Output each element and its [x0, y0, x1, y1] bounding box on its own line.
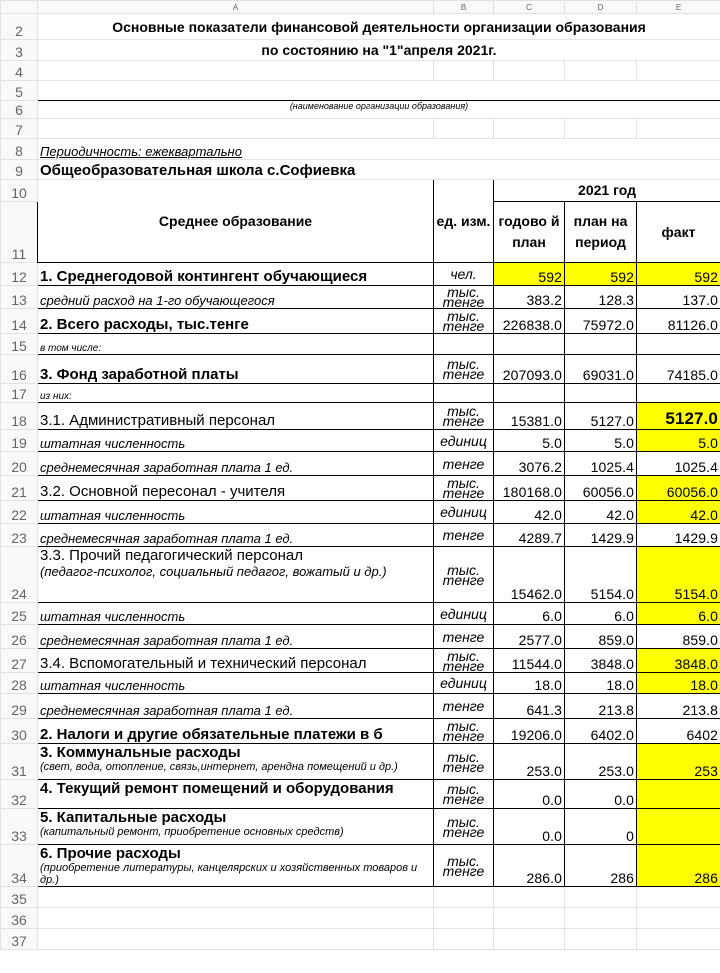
unit-cell[interactable]: тыс. тенге	[434, 309, 494, 334]
annual-plan-cell[interactable]	[494, 384, 565, 403]
annual-plan-cell[interactable]: 15381.0	[494, 403, 565, 430]
column-header-d[interactable]: D	[565, 1, 637, 14]
cell[interactable]	[637, 61, 720, 81]
unit-cell[interactable]: тыс. тенге	[434, 286, 494, 309]
row-header[interactable]: 10	[1, 180, 38, 202]
column-header-b[interactable]: B	[434, 1, 494, 14]
row-header[interactable]: 21	[1, 476, 38, 501]
column-header-e[interactable]: E	[637, 1, 720, 14]
fact-cell[interactable]: 1429.9	[637, 524, 720, 547]
unit-cell[interactable]: тенге	[434, 524, 494, 547]
label-cell[interactable]: среднемесячная заработная плата 1 ед.	[38, 452, 434, 476]
fact-cell[interactable]	[637, 780, 720, 809]
fact-cell[interactable]: 286	[637, 845, 720, 887]
row-header[interactable]: 30	[1, 719, 38, 744]
unit-cell[interactable]: тыс. тенге	[434, 547, 494, 603]
cell[interactable]	[38, 119, 434, 139]
period-plan-cell[interactable]	[565, 334, 637, 355]
row-header[interactable]: 20	[1, 452, 38, 476]
label-cell[interactable]: штатная численность	[38, 430, 434, 452]
cell[interactable]	[494, 908, 565, 929]
annual-plan-cell[interactable]: 11544.0	[494, 649, 565, 673]
cell[interactable]	[494, 61, 565, 81]
unit-cell[interactable]: тыс. тенге	[434, 809, 494, 845]
label-note: (свет, вода, отопление, связь,интернет, арендна помещений и др.)	[40, 761, 398, 773]
fact-cell[interactable]: 253	[637, 744, 720, 780]
cell[interactable]	[637, 119, 720, 139]
unit-cell[interactable]: чел.	[434, 263, 494, 286]
row-header[interactable]: 3	[1, 40, 38, 61]
unit-cell[interactable]: тыс. тенге	[434, 476, 494, 501]
period-plan-cell[interactable]: 0.0	[565, 780, 637, 809]
period-plan-cell[interactable]: 859.0	[565, 625, 637, 649]
cell[interactable]	[494, 887, 565, 908]
fact-cell[interactable]: 18.0	[637, 673, 720, 694]
unit-cell[interactable]: единиц	[434, 603, 494, 625]
label-note: (капитальный ремонт, приобретение основных средств)	[40, 826, 344, 838]
unit-cell[interactable]: единиц	[434, 430, 494, 452]
label-cell[interactable]	[38, 547, 434, 603]
period-plan-cell[interactable]: 128.3	[565, 286, 637, 309]
cell[interactable]	[494, 929, 565, 950]
org-name-input-cell[interactable]	[38, 81, 720, 101]
annual-plan-cell[interactable]: 253.0	[494, 744, 565, 780]
annual-plan-cell[interactable]: 4289.7	[494, 524, 565, 547]
cell[interactable]	[637, 887, 720, 908]
label-text: 4. Текущий ремонт помещений и оборудования	[40, 780, 394, 797]
fact-cell[interactable]: 5127.0	[637, 403, 720, 430]
annual-plan-cell[interactable]: 286.0	[494, 845, 565, 887]
fact-cell[interactable]: 74185.0	[637, 355, 720, 384]
fact-cell[interactable]: 60056.0	[637, 476, 720, 501]
annual-plan-cell[interactable]: 3076.2	[494, 452, 565, 476]
row-header[interactable]: 19	[1, 430, 38, 452]
annual-plan-cell[interactable]: 207093.0	[494, 355, 565, 384]
period-plan-cell[interactable]: 18.0	[565, 673, 637, 694]
cell[interactable]	[565, 119, 637, 139]
label-cell[interactable]	[38, 780, 434, 809]
label-cell[interactable]: среднемесячная заработная плата 1 ед.	[38, 694, 434, 719]
fact-cell[interactable]: 137.0	[637, 286, 720, 309]
row-header[interactable]: 17	[1, 384, 38, 403]
row-header[interactable]: 23	[1, 524, 38, 547]
row-header[interactable]: 12	[1, 263, 38, 286]
column-header-a[interactable]: A	[38, 1, 434, 14]
cell[interactable]	[565, 61, 637, 81]
label-cell[interactable]	[38, 744, 434, 780]
fact-cell[interactable]: 1025.4	[637, 452, 720, 476]
row-header[interactable]: 31	[1, 744, 38, 780]
row-header[interactable]: 13	[1, 286, 38, 309]
period-plan-cell[interactable]: 253.0	[565, 744, 637, 780]
unit-cell[interactable]: тенге	[434, 452, 494, 476]
row-header[interactable]: 9	[1, 160, 38, 180]
label-cell[interactable]: штатная численность	[38, 673, 434, 694]
org-name-caption[interactable]: (наименование организации образования)	[38, 101, 720, 119]
label-cell[interactable]: в том числе:	[38, 334, 434, 355]
fact-cell[interactable]: 213.8	[637, 694, 720, 719]
unit-cell[interactable]: тыс. тенге	[434, 780, 494, 809]
label-text: 3. Коммунальные расходы	[40, 744, 241, 761]
fact-cell[interactable]: 3848.0	[637, 649, 720, 673]
unit-cell[interactable]	[434, 334, 494, 355]
row-header[interactable]: 4	[1, 61, 38, 81]
unit-cell[interactable]: единиц	[434, 673, 494, 694]
unit-cell[interactable]: тыс. тенге	[434, 845, 494, 887]
annual-plan-cell[interactable]: 0.0	[494, 809, 565, 845]
fact-cell[interactable]: 592	[637, 263, 720, 286]
fact-cell[interactable]: 5.0	[637, 430, 720, 452]
cell[interactable]	[434, 929, 494, 950]
period-plan-cell[interactable]: 6402.0	[565, 719, 637, 744]
unit-cell[interactable]: тыс. тенге	[434, 744, 494, 780]
row-header[interactable]: 22	[1, 501, 38, 524]
label-cell[interactable]: штатная численность	[38, 603, 434, 625]
period-plan-cell[interactable]: 5154.0	[565, 547, 637, 603]
label-text: 3.3. Прочий педагогический персонал	[40, 547, 303, 564]
period-plan-cell[interactable]: 42.0	[565, 501, 637, 524]
cell[interactable]	[38, 908, 434, 929]
row-header[interactable]: 7	[1, 119, 38, 139]
period-plan-cell[interactable]: 5.0	[565, 430, 637, 452]
row-header[interactable]: 8	[1, 139, 38, 160]
cell[interactable]	[434, 887, 494, 908]
cell[interactable]	[565, 929, 637, 950]
period-plan-cell[interactable]: 286	[565, 845, 637, 887]
report-title-line1[interactable]: Основные показатели финансовой деятельности организации образования	[38, 14, 720, 40]
unit-cell[interactable]: единиц	[434, 501, 494, 524]
row-header[interactable]: 32	[1, 780, 38, 809]
annual-plan-cell[interactable]: 6.0	[494, 603, 565, 625]
unit-header-cell[interactable]: ед. изм.	[434, 180, 494, 263]
period-plan-cell[interactable]: 213.8	[565, 694, 637, 719]
period-plan-cell[interactable]: 60056.0	[565, 476, 637, 501]
period-plan-cell[interactable]: 592	[565, 263, 637, 286]
period-plan-header-cell[interactable]: план на период	[565, 202, 637, 263]
fact-cell[interactable]	[637, 809, 720, 845]
annual-plan-cell[interactable]: 0.0	[494, 780, 565, 809]
fact-cell[interactable]: 42.0	[637, 501, 720, 524]
label-cell[interactable]: из них:	[38, 384, 434, 403]
annual-plan-cell[interactable]: 5.0	[494, 430, 565, 452]
label-cell[interactable]	[38, 845, 434, 887]
column-header-c[interactable]: C	[494, 1, 565, 14]
annual-plan-cell[interactable]: 15462.0	[494, 547, 565, 603]
label-cell[interactable]: средний расход на 1-го обучающегося	[38, 286, 434, 309]
fact-cell[interactable]: 6.0	[637, 603, 720, 625]
unit-cell[interactable]: тенге	[434, 694, 494, 719]
period-plan-cell[interactable]: 0	[565, 809, 637, 845]
annual-plan-cell[interactable]: 226838.0	[494, 309, 565, 334]
row-header[interactable]: 15	[1, 334, 38, 355]
unit-cell[interactable]	[434, 384, 494, 403]
row-header[interactable]: 36	[1, 908, 38, 929]
period-plan-cell[interactable]: 69031.0	[565, 355, 637, 384]
row-header[interactable]: 29	[1, 694, 38, 719]
unit-cell[interactable]: тыс. тенге	[434, 719, 494, 744]
cell[interactable]	[434, 61, 494, 81]
row-header[interactable]: 6	[1, 101, 38, 119]
annual-plan-cell[interactable]: 383.2	[494, 286, 565, 309]
annual-plan-cell[interactable]: 180168.0	[494, 476, 565, 501]
school-name-cell[interactable]: Общеобразовательная школа с.Софиевка	[38, 160, 720, 180]
annual-plan-cell[interactable]: 19206.0	[494, 719, 565, 744]
label-note: (педагог-психолог, социальный педагог, вожатый и др.)	[40, 564, 387, 579]
cell[interactable]	[494, 119, 565, 139]
label-cell[interactable]: среднемесячная заработная плата 1 ед.	[38, 524, 434, 547]
cell[interactable]	[38, 61, 434, 81]
period-plan-cell[interactable]: 5127.0	[565, 403, 637, 430]
label-cell[interactable]: среднемесячная заработная плата 1 ед.	[38, 625, 434, 649]
fact-cell[interactable]: 5154.0	[637, 547, 720, 603]
annual-plan-cell[interactable]: 2577.0	[494, 625, 565, 649]
label-cell[interactable]: 3. Фонд заработной платы	[38, 355, 434, 384]
row-header[interactable]: 37	[1, 929, 38, 950]
periodicity-cell[interactable]: Периодичность: ежеквартально	[38, 139, 720, 160]
fact-cell[interactable]: 859.0	[637, 625, 720, 649]
unit-cell[interactable]: тыс. тенге	[434, 403, 494, 430]
select-all-corner[interactable]	[1, 1, 38, 14]
row-header[interactable]: 25	[1, 603, 38, 625]
fact-cell[interactable]	[637, 334, 720, 355]
cell[interactable]	[565, 908, 637, 929]
row-header[interactable]: 33	[1, 809, 38, 845]
period-plan-cell[interactable]: 1025.4	[565, 452, 637, 476]
fact-header-cell[interactable]: факт	[637, 202, 720, 263]
label-cell[interactable]	[38, 809, 434, 845]
report-title-line2[interactable]: по состоянию на "1"апреля 2021г.	[38, 40, 720, 61]
unit-cell[interactable]: тыс. тенге	[434, 355, 494, 384]
label-cell[interactable]: 1. Среднегодовой контингент обучающиеся	[38, 263, 434, 286]
row-header[interactable]: 26	[1, 625, 38, 649]
label-cell[interactable]: 2. Налоги и другие обязательные платежи в б	[38, 719, 434, 744]
annual-plan-cell[interactable]: 18.0	[494, 673, 565, 694]
unit-cell[interactable]: тыс. тенге	[434, 649, 494, 673]
period-plan-cell[interactable]: 1429.9	[565, 524, 637, 547]
row-header[interactable]: 34	[1, 845, 38, 887]
label-cell[interactable]: 3.2. Основной пересонал - учителя	[38, 476, 434, 501]
cell[interactable]	[637, 929, 720, 950]
row-header[interactable]: 28	[1, 673, 38, 694]
period-plan-cell[interactable]: 75972.0	[565, 309, 637, 334]
row-header[interactable]: 16	[1, 355, 38, 384]
label-cell[interactable]: 3.4. Вспомогательный и технический персонал	[38, 649, 434, 673]
year-header-cell[interactable]: 2021 год	[494, 180, 720, 202]
cell[interactable]	[38, 929, 434, 950]
fact-cell[interactable]: 81126.0	[637, 309, 720, 334]
cell[interactable]	[565, 887, 637, 908]
label-text: 5. Капитальные расходы	[40, 809, 227, 826]
row-header[interactable]: 14	[1, 309, 38, 334]
label-clip	[40, 845, 431, 885]
annual-plan-cell[interactable]: 592	[494, 263, 565, 286]
period-plan-cell[interactable]: 3848.0	[565, 649, 637, 673]
section-header-cell[interactable]: Среднее образование	[38, 180, 434, 263]
annual-plan-cell[interactable]	[494, 334, 565, 355]
cell[interactable]	[434, 119, 494, 139]
row-header[interactable]: 5	[1, 81, 38, 101]
annual-plan-cell[interactable]: 42.0	[494, 501, 565, 524]
row-header[interactable]: 11	[1, 202, 38, 263]
annual-plan-cell[interactable]: 641.3	[494, 694, 565, 719]
column-header-row	[1, 1, 720, 14]
period-plan-cell[interactable]	[565, 384, 637, 403]
fact-cell[interactable]	[637, 384, 720, 403]
period-plan-cell[interactable]: 6.0	[565, 603, 637, 625]
row-header[interactable]: 35	[1, 887, 38, 908]
label-cell[interactable]: 2. Всего расходы, тыс.тенге	[38, 309, 434, 334]
fact-cell[interactable]: 6402	[637, 719, 720, 744]
unit-cell[interactable]: тенге	[434, 625, 494, 649]
label-cell[interactable]: штатная численность	[38, 501, 434, 524]
cell[interactable]	[38, 887, 434, 908]
label-text: 6. Прочие расходы	[40, 845, 181, 862]
cell[interactable]	[434, 908, 494, 929]
row-header[interactable]: 24	[1, 547, 38, 603]
row-header[interactable]: 18	[1, 403, 38, 430]
label-cell[interactable]: 3.1. Административный персонал	[38, 403, 434, 430]
row-header[interactable]: 27	[1, 649, 38, 673]
annual-plan-header-cell[interactable]: годово й план	[494, 202, 565, 263]
row-header[interactable]: 2	[1, 14, 38, 40]
label-note: (приобретение литературы, канцелярских и хозяйственных товаров и др.)	[40, 862, 418, 885]
cell[interactable]	[637, 908, 720, 929]
